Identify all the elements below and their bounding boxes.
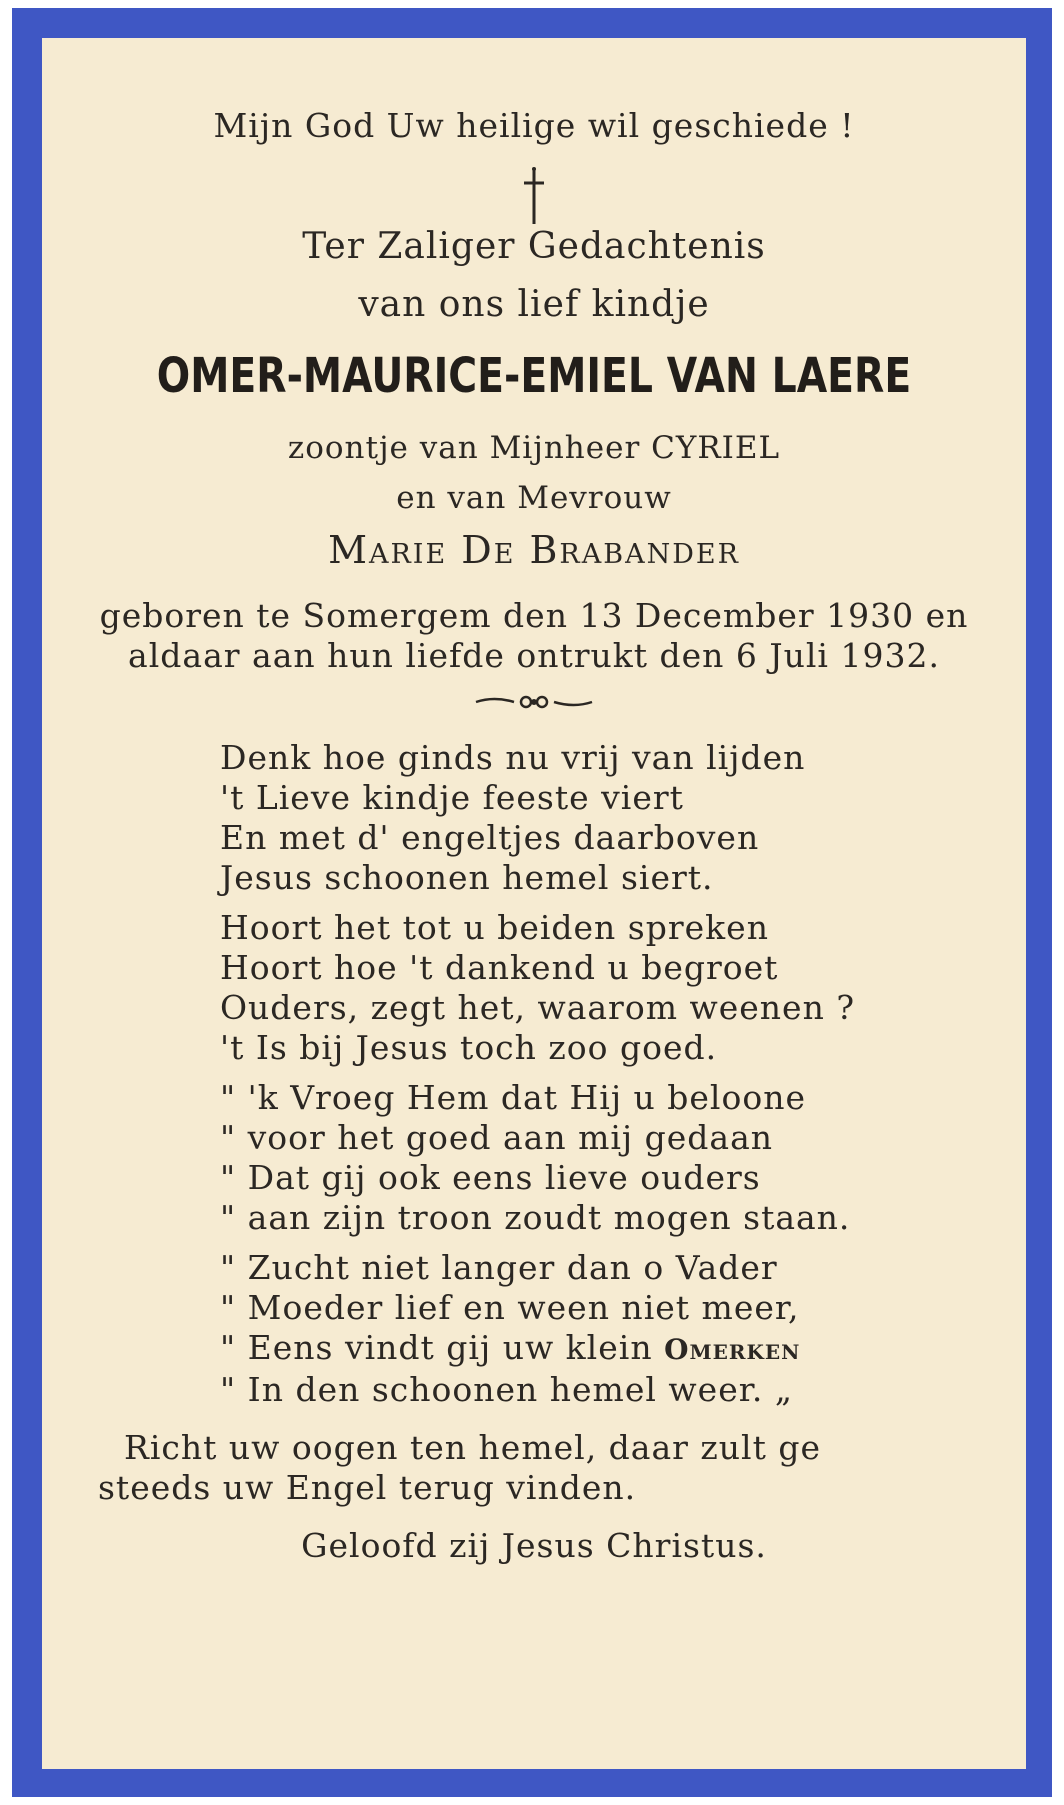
stanza-line: " Zucht niet langer dan o Vader bbox=[220, 1248, 778, 1287]
stanza-3 bbox=[220, 1078, 850, 1238]
stanza-line: " aan zijn troon zoudt mogen staan. bbox=[220, 1198, 851, 1237]
mother-name: Marie De Brabander bbox=[328, 528, 740, 572]
closing-line: steeds uw Engel terug vinden. bbox=[98, 1468, 637, 1507]
stanza-line: 't Is bij Jesus toch zoo goed. bbox=[220, 1028, 718, 1067]
birth-line: geboren te Somergem den 13 December 1930 en bbox=[99, 596, 969, 635]
son-of-line: zoontje van Mijnheer CYRIEL bbox=[287, 430, 781, 466]
stanza-line: Jesus schoonen hemel siert. bbox=[220, 858, 714, 897]
stanza-line: " Dat gij ook eens lieve ouders bbox=[220, 1158, 761, 1197]
death-line: aldaar aan hun liefde ontrukt den 6 Juli 1932. bbox=[128, 636, 940, 675]
nickname: Omerken bbox=[664, 1333, 801, 1366]
closing-line: Richt uw oogen ten hemel, daar zult ge bbox=[124, 1428, 822, 1467]
stanza-line: " Moeder lief en ween niet meer, bbox=[220, 1288, 800, 1327]
ornament-divider-icon bbox=[42, 692, 1026, 716]
child-name: OMER-MAURICE-EMIEL VAN LAERE bbox=[156, 348, 912, 404]
stanza-line: " Eens vindt gij uw klein bbox=[220, 1328, 653, 1367]
stanza-2 bbox=[220, 908, 855, 1068]
final-line: Geloofd zij Jesus Christus. bbox=[301, 1526, 767, 1565]
closing-block bbox=[98, 1428, 822, 1508]
and-of-line: en van Mevrouw bbox=[396, 480, 672, 516]
stanza-line: 't Lieve kindje feeste viert bbox=[220, 778, 684, 817]
stanza-4 bbox=[220, 1248, 800, 1410]
motto: Mijn God Uw heilige wil geschiede ! bbox=[213, 106, 855, 145]
stanza-line: Ouders, zegt het, waarom weenen ? bbox=[220, 988, 856, 1027]
card-paper bbox=[42, 38, 1026, 1769]
stanza-line: Hoort hoe 't dankend u begroet bbox=[220, 948, 779, 987]
memorial-line-2: van ons lief kindje bbox=[358, 284, 710, 325]
memorial-line-1: Ter Zaliger Gedachtenis bbox=[302, 226, 766, 267]
memorial-card bbox=[12, 8, 1052, 1797]
stanza-line: En met d' engeltjes daarboven bbox=[220, 818, 760, 857]
stanza-line: " In den schoonen hemel weer. „ bbox=[220, 1370, 793, 1409]
stanza-line: " 'k Vroeg Hem dat Hij u beloone bbox=[220, 1078, 807, 1117]
stanza-line-with-name bbox=[220, 1328, 800, 1370]
stanza-line: " voor het goed aan mij gedaan bbox=[220, 1118, 774, 1157]
cross-icon bbox=[42, 166, 1026, 230]
stanza-line: Denk hoe ginds nu vrij van lijden bbox=[220, 738, 806, 777]
stanza-line: Hoort het tot u beiden spreken bbox=[220, 908, 769, 947]
stanza-1 bbox=[220, 738, 805, 898]
